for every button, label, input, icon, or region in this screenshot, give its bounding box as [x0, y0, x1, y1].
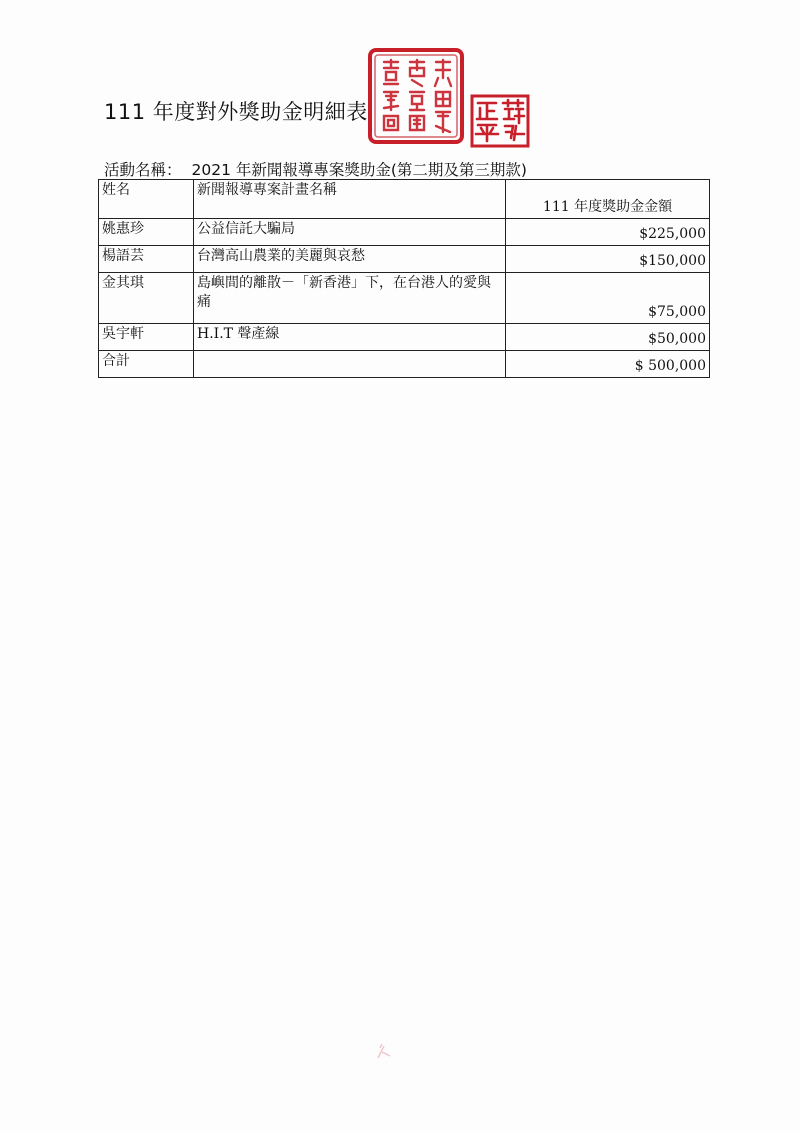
recipient-name: 姚惠珍: [99, 219, 194, 246]
recipient-name: 吳宇軒: [99, 324, 194, 351]
table-row: [99, 324, 710, 351]
total-project: [194, 351, 506, 378]
table-header-row: [99, 180, 710, 219]
recipient-name: 金其琪: [99, 273, 194, 324]
grant-amount: $75,000: [506, 273, 710, 324]
project-name: 島嶼間的離散－「新香港」下，在台港人的愛與痛: [194, 273, 506, 324]
table-total-row: [99, 351, 710, 378]
project-name: 台灣高山農業的美麗與哀愁: [194, 246, 506, 273]
table-row: [99, 219, 710, 246]
document-title: 111 年度對外獎助金明細表: [104, 100, 368, 124]
grant-amount: $50,000: [506, 324, 710, 351]
table-row: [99, 246, 710, 273]
personal-seal-stamp: [470, 94, 530, 148]
header-project: 新聞報導專案計畫名稱: [194, 180, 506, 219]
activity-name: 2021 年新聞報導專案獎助金(第二期及第三期款): [191, 161, 527, 179]
grant-amount: $150,000: [506, 246, 710, 273]
grant-details-table: [98, 179, 710, 378]
activity-label: 活動名稱：: [104, 161, 182, 179]
header-amount: 111 年度獎助金金額: [506, 180, 710, 219]
activity-line: [104, 158, 527, 180]
project-name: 公益信託大騙局: [194, 219, 506, 246]
grant-amount: $225,000: [506, 219, 710, 246]
organization-seal-stamp: [366, 46, 466, 146]
recipient-name: 楊語芸: [99, 246, 194, 273]
faint-stamp-mark: [372, 1038, 396, 1062]
total-amount: $ 500,000: [506, 351, 710, 378]
table-row: [99, 273, 710, 324]
project-name: H.I.T 聲產線: [194, 324, 506, 351]
header-name: 姓名: [99, 180, 194, 219]
total-label: 合計: [99, 351, 194, 378]
